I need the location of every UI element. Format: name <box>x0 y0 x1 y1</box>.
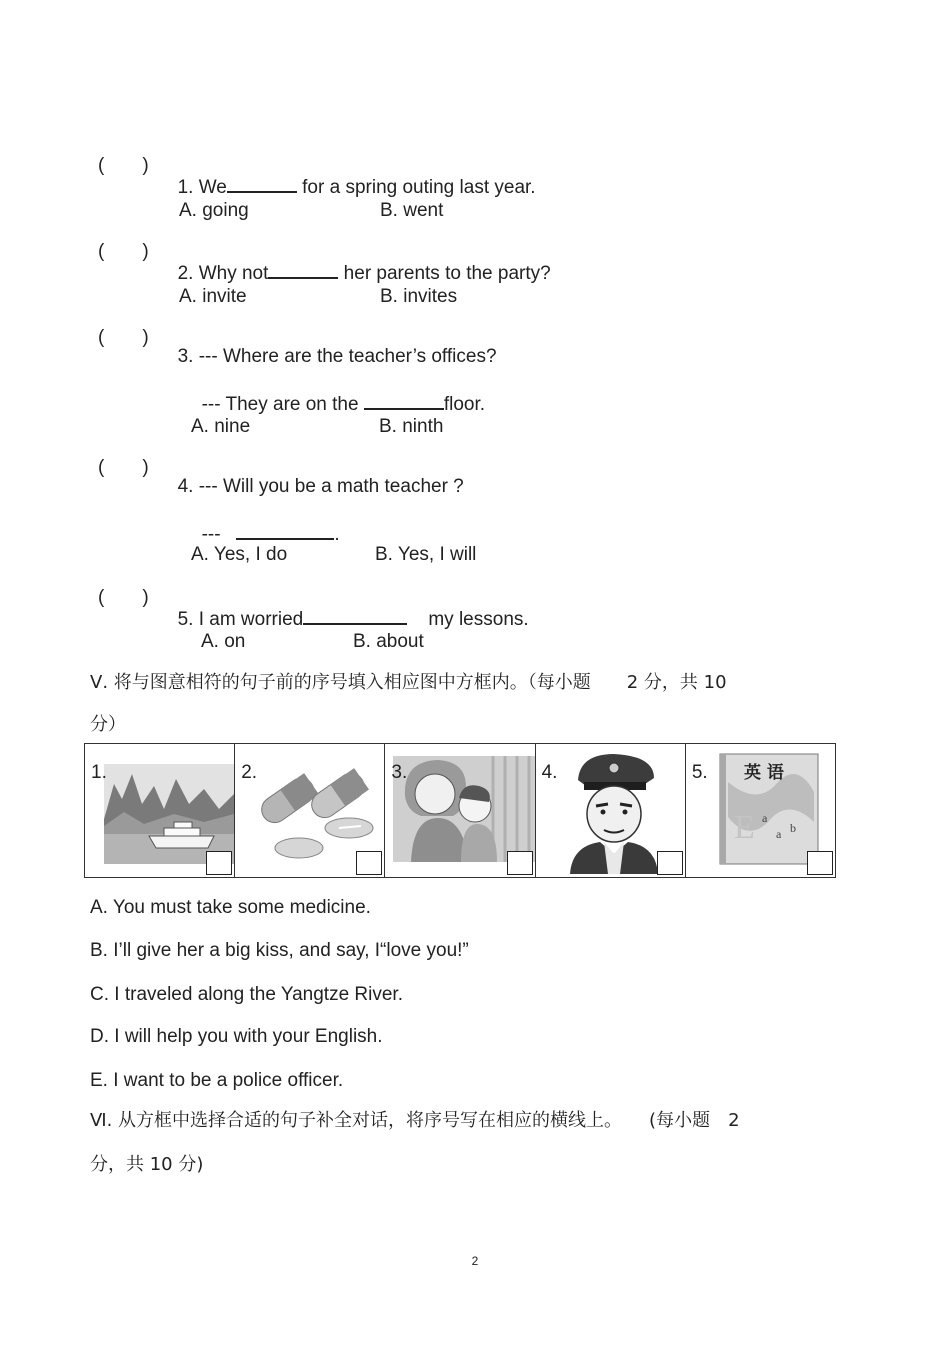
question-3-stem: 3. --- Where are the teacher’s offices? <box>177 346 497 367</box>
question-3-answer-line: --- They are on the floor. <box>201 394 486 415</box>
svg-text:E: E <box>733 809 755 846</box>
page-number: 2 <box>471 1254 479 1268</box>
question-3-paren: ( ) <box>98 327 149 348</box>
book-title: 英 语 <box>743 763 784 783</box>
sentence-b: B. I’ll give her a big kiss, and say, I“love you!” <box>90 940 469 961</box>
picture-cell-3 <box>385 744 535 877</box>
section-5-title: Ⅴ. 将与图意相符的句子前的序号填入相应图中方框内。（每小题 2 分，共 10 <box>90 672 727 693</box>
answer-box[interactable] <box>356 851 382 875</box>
answer-blank[interactable] <box>364 392 444 410</box>
picture-cell-4 <box>536 744 686 877</box>
question-5-stem: 5. I am worried my lessons. <box>177 609 529 630</box>
picture-cell-2 <box>235 744 385 877</box>
answer-box[interactable] <box>206 851 232 875</box>
section-5-title-cont: 分） <box>90 714 126 735</box>
question-5-paren: ( ) <box>98 587 149 608</box>
option-a: A. invite <box>179 286 247 307</box>
picture-cell-5 <box>686 744 835 877</box>
picture-cell-1 <box>85 744 235 877</box>
sentence-c: C. I traveled along the Yangtze River. <box>90 984 403 1005</box>
answer-blank[interactable] <box>268 261 338 279</box>
picture-number: 5. <box>691 762 708 783</box>
police-officer-icon <box>564 750 660 874</box>
svg-text:a: a <box>761 811 768 825</box>
question-4-stem: 4. --- Will you be a math teacher ? <box>177 476 464 497</box>
question-2-stem: 2. Why not her parents to the party? <box>177 263 551 284</box>
option-b: B. invites <box>380 286 458 307</box>
picture-number: 1. <box>91 762 107 783</box>
answer-blank[interactable] <box>236 522 334 540</box>
answer-box[interactable] <box>807 851 833 875</box>
river-boat-scene-icon <box>104 764 234 864</box>
picture-number: 4. <box>541 762 558 783</box>
svg-text:b: b <box>789 821 796 835</box>
question-2-paren: ( ) <box>98 241 149 262</box>
question-1-stem: 1. We for a spring outing last year. <box>177 177 536 198</box>
picture-table <box>84 743 836 878</box>
option-b: B. went <box>380 200 444 221</box>
option-a: A. Yes, I do <box>191 544 288 565</box>
question-number: 2. <box>177 263 194 284</box>
answer-box[interactable] <box>657 851 683 875</box>
question-4-paren: ( ) <box>98 457 149 478</box>
answer-box[interactable] <box>507 851 533 875</box>
question-number: 1. <box>177 177 194 198</box>
question-number: 3. <box>177 346 194 367</box>
option-a: A. nine <box>191 416 251 437</box>
sentence-a: A. You must take some medicine. <box>90 897 371 918</box>
option-a: A. on <box>201 631 246 652</box>
mother-child-kiss-icon <box>393 756 535 862</box>
picture-number: 2. <box>241 762 258 783</box>
sentence-e: E. I want to be a police officer. <box>90 1070 344 1091</box>
section-6-title-cont: 分，共 10 分) <box>90 1154 204 1175</box>
english-book-icon <box>718 752 820 866</box>
section-6-title: Ⅵ. 从方框中选择合适的句子补全对话，将序号写在相应的横线上。 (每小题 2 <box>90 1110 740 1131</box>
svg-text:a: a <box>775 827 782 841</box>
option-b: B. Yes, I will <box>375 544 477 565</box>
question-number: 5. <box>177 609 194 630</box>
option-b: B. ninth <box>379 416 444 437</box>
answer-blank[interactable] <box>227 175 297 193</box>
medicine-pills-icon <box>249 756 379 866</box>
picture-number: 3. <box>391 762 408 783</box>
option-b: B. about <box>353 631 424 652</box>
question-1-paren: ( ) <box>98 155 149 176</box>
answer-blank[interactable] <box>303 607 407 625</box>
option-a: A. going <box>179 200 249 221</box>
question-4-answer-line: --- . <box>201 524 340 545</box>
question-number: 4. <box>177 476 194 497</box>
sentence-d: D. I will help you with your English. <box>90 1026 383 1047</box>
